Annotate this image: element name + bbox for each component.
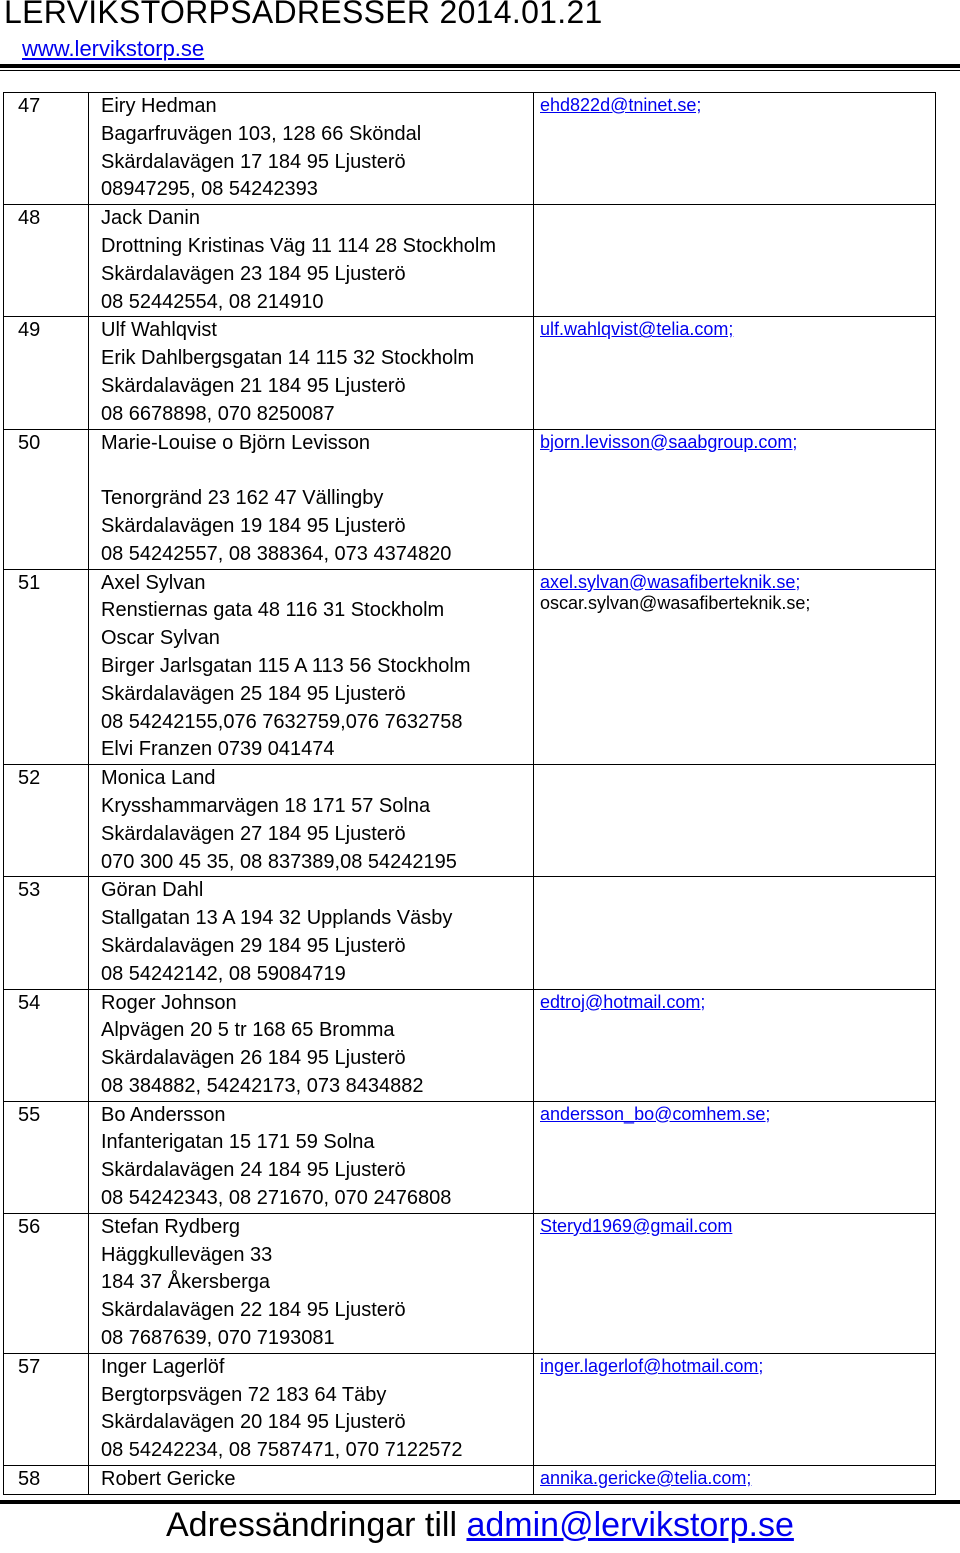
email-link[interactable]: Steryd1969@gmail.com bbox=[540, 1215, 733, 1236]
table-row bbox=[4, 1101, 936, 1213]
entry-line: Alpvägen 20 5 tr 168 65 Bromma bbox=[101, 1019, 395, 1042]
footer-text: Adressändringar till bbox=[166, 1506, 467, 1544]
entry-line: Häggkullevägen 33 bbox=[101, 1243, 273, 1266]
table-row bbox=[4, 569, 936, 765]
entry-number: 53 bbox=[4, 877, 89, 989]
entry-details bbox=[89, 989, 534, 1101]
entry-line: Krysshammarvägen 18 171 57 Solna bbox=[101, 794, 431, 817]
entry-line: Skärdalavägen 17 184 95 Ljusterö bbox=[101, 150, 406, 173]
entry-line: 070 300 45 35, 08 837389,08 54242195 bbox=[101, 850, 457, 873]
entry-email-cell bbox=[534, 1101, 936, 1213]
entry-line: 08 6678898, 070 8250087 bbox=[101, 402, 335, 425]
entry-number: 47 bbox=[4, 93, 89, 205]
entry-line: Skärdalavägen 19 184 95 Ljusterö bbox=[101, 514, 406, 537]
entry-line: 08 54242557, 08 388364, 073 4374820 bbox=[101, 542, 452, 565]
resident-name: Bo Andersson bbox=[101, 1103, 226, 1126]
table-row bbox=[4, 765, 936, 877]
table-row bbox=[4, 429, 936, 569]
entry-line: Skärdalavägen 24 184 95 Ljusterö bbox=[101, 1159, 406, 1182]
table-row bbox=[4, 317, 936, 429]
email-link[interactable]: ulf.wahlqvist@telia.com; bbox=[540, 319, 734, 340]
resident-name: Göran Dahl bbox=[101, 879, 204, 902]
entry-number: 48 bbox=[4, 205, 89, 317]
entry-number: 52 bbox=[4, 765, 89, 877]
entry-line: 08 54242155,076 7632759,076 7632758 bbox=[101, 710, 463, 733]
entry-details bbox=[89, 93, 534, 205]
email-link[interactable]: andersson_bo@comhem.se; bbox=[540, 1103, 771, 1124]
entry-email-cell bbox=[534, 1466, 936, 1495]
resident-name: Roger Johnson bbox=[101, 991, 237, 1014]
entry-email-cell bbox=[534, 93, 936, 205]
entry-email-cell bbox=[534, 877, 936, 989]
entry-line: Skärdalavägen 26 184 95 Ljusterö bbox=[101, 1047, 406, 1070]
email-link[interactable]: bjorn.levisson@saabgroup.com; bbox=[540, 431, 798, 452]
entry-line: Skärdalavägen 23 184 95 Ljusterö bbox=[101, 262, 406, 285]
site-link[interactable]: www.lervikstorp.se bbox=[22, 36, 205, 61]
email-link[interactable]: edtroj@hotmail.com; bbox=[540, 991, 706, 1012]
entry-details bbox=[89, 1466, 534, 1495]
entry-number: 49 bbox=[4, 317, 89, 429]
entry-number: 56 bbox=[4, 1213, 89, 1353]
entry-email-cell bbox=[534, 1353, 936, 1465]
resident-name: Ulf Wahlqvist bbox=[101, 319, 217, 342]
email-link[interactable]: axel.sylvan@wasafiberteknik.se; bbox=[540, 571, 801, 592]
entry-number: 51 bbox=[4, 569, 89, 765]
table-row bbox=[4, 1466, 936, 1495]
entry-line: Infanterigatan 15 171 59 Solna bbox=[101, 1131, 375, 1154]
email-link[interactable]: inger.lagerlof@hotmail.com; bbox=[540, 1355, 764, 1376]
email-link[interactable]: annika.gericke@telia.com; bbox=[540, 1468, 752, 1489]
entry-details bbox=[89, 205, 534, 317]
entry-line: Skärdalavägen 27 184 95 Ljusterö bbox=[101, 822, 406, 845]
entry-email-cell bbox=[534, 317, 936, 429]
entry-email-cell bbox=[534, 765, 936, 877]
entry-details bbox=[89, 1213, 534, 1353]
entry-details bbox=[89, 317, 534, 429]
table-row bbox=[4, 877, 936, 989]
entry-line: Bergtorpsvägen 72 183 64 Täby bbox=[101, 1383, 387, 1406]
header-divider bbox=[0, 64, 960, 68]
entry-details bbox=[89, 1101, 534, 1213]
entry-line: 08 54242142, 08 59084719 bbox=[101, 962, 346, 985]
entry-line: 184 37 Åkersberga bbox=[101, 1271, 271, 1294]
entry-details bbox=[89, 429, 534, 569]
entry-line: 08 384882, 54242173, 073 8434882 bbox=[101, 1074, 424, 1097]
entry-email-cell bbox=[534, 429, 936, 569]
address-table bbox=[3, 92, 936, 1495]
entry-line: Birger Jarlsgatan 115 A 113 56 Stockholm bbox=[101, 654, 471, 677]
entry-details bbox=[89, 877, 534, 989]
table-row bbox=[4, 1353, 936, 1465]
entry-line: Skärdalavägen 29 184 95 Ljusterö bbox=[101, 934, 406, 957]
entry-line: Stallgatan 13 A 194 32 Upplands Väsby bbox=[101, 907, 453, 930]
entry-line: Skärdalavägen 22 184 95 Ljusterö bbox=[101, 1299, 406, 1322]
header-divider-thin bbox=[0, 70, 960, 71]
document-title: LERVIKSTORPSADRESSER 2014.01.21 bbox=[4, 0, 603, 30]
entry-details bbox=[89, 1353, 534, 1465]
resident-name: Marie-Louise o Björn Levisson bbox=[101, 431, 371, 454]
resident-name: Eiry Hedman bbox=[101, 95, 217, 117]
entry-email-cell bbox=[534, 205, 936, 317]
entry-line: Drottning Kristinas Väg 11 114 28 Stockholm bbox=[101, 234, 497, 257]
blank-line bbox=[101, 457, 533, 485]
entry-line: Skärdalavägen 20 184 95 Ljusterö bbox=[101, 1411, 406, 1434]
entry-number: 55 bbox=[4, 1101, 89, 1213]
entry-line: Tenorgränd 23 162 47 Vällingby bbox=[101, 487, 384, 510]
resident-name: Axel Sylvan bbox=[101, 571, 206, 594]
email-text: oscar.sylvan@wasafiberteknik.se; bbox=[540, 592, 811, 613]
entry-line: Bagarfruvägen 103, 128 66 Sköndal bbox=[101, 122, 422, 145]
footer-divider bbox=[0, 1500, 960, 1504]
footer-email-link[interactable]: admin@lervikstorp.se bbox=[466, 1506, 794, 1544]
entry-line: Skärdalavägen 21 184 95 Ljusterö bbox=[101, 374, 406, 397]
entry-line: 08947295, 08 54242393 bbox=[101, 178, 318, 201]
email-link[interactable]: ehd822d@tninet.se; bbox=[540, 95, 702, 115]
entry-number: 57 bbox=[4, 1353, 89, 1465]
entry-line: Oscar Sylvan bbox=[101, 627, 220, 650]
table-row bbox=[4, 1213, 936, 1353]
entry-line: 08 7687639, 070 7193081 bbox=[101, 1327, 335, 1350]
table-row bbox=[4, 989, 936, 1101]
entry-email-cell bbox=[534, 989, 936, 1101]
entry-number: 50 bbox=[4, 429, 89, 569]
entry-line: Erik Dahlbergsgatan 14 115 32 Stockholm bbox=[101, 347, 475, 370]
entry-details bbox=[89, 765, 534, 877]
entry-number: 58 bbox=[4, 1466, 89, 1495]
entry-line: Renstiernas gata 48 116 31 Stockholm bbox=[101, 599, 445, 622]
table-row bbox=[4, 205, 936, 317]
entry-line: Skärdalavägen 25 184 95 Ljusterö bbox=[101, 682, 406, 705]
entry-email-cell bbox=[534, 1213, 936, 1353]
entry-email-cell bbox=[534, 569, 936, 765]
resident-name: Stefan Rydberg bbox=[101, 1215, 240, 1238]
footer bbox=[166, 1506, 794, 1545]
resident-name: Monica Land bbox=[101, 767, 216, 790]
resident-name: Jack Danin bbox=[101, 207, 200, 230]
resident-name: Robert Gericke bbox=[101, 1468, 236, 1491]
entry-number: 54 bbox=[4, 989, 89, 1101]
resident-name: Inger Lagerlöf bbox=[101, 1355, 225, 1378]
entry-line: 08 54242234, 08 7587471, 070 7122572 bbox=[101, 1439, 463, 1462]
table-row bbox=[4, 93, 936, 205]
entry-line: 08 52442554, 08 214910 bbox=[101, 290, 324, 313]
entry-line: 08 54242343, 08 271670, 070 2476808 bbox=[101, 1187, 452, 1210]
entry-line: Elvi Franzen 0739 041474 bbox=[101, 738, 335, 761]
entry-details bbox=[89, 569, 534, 765]
